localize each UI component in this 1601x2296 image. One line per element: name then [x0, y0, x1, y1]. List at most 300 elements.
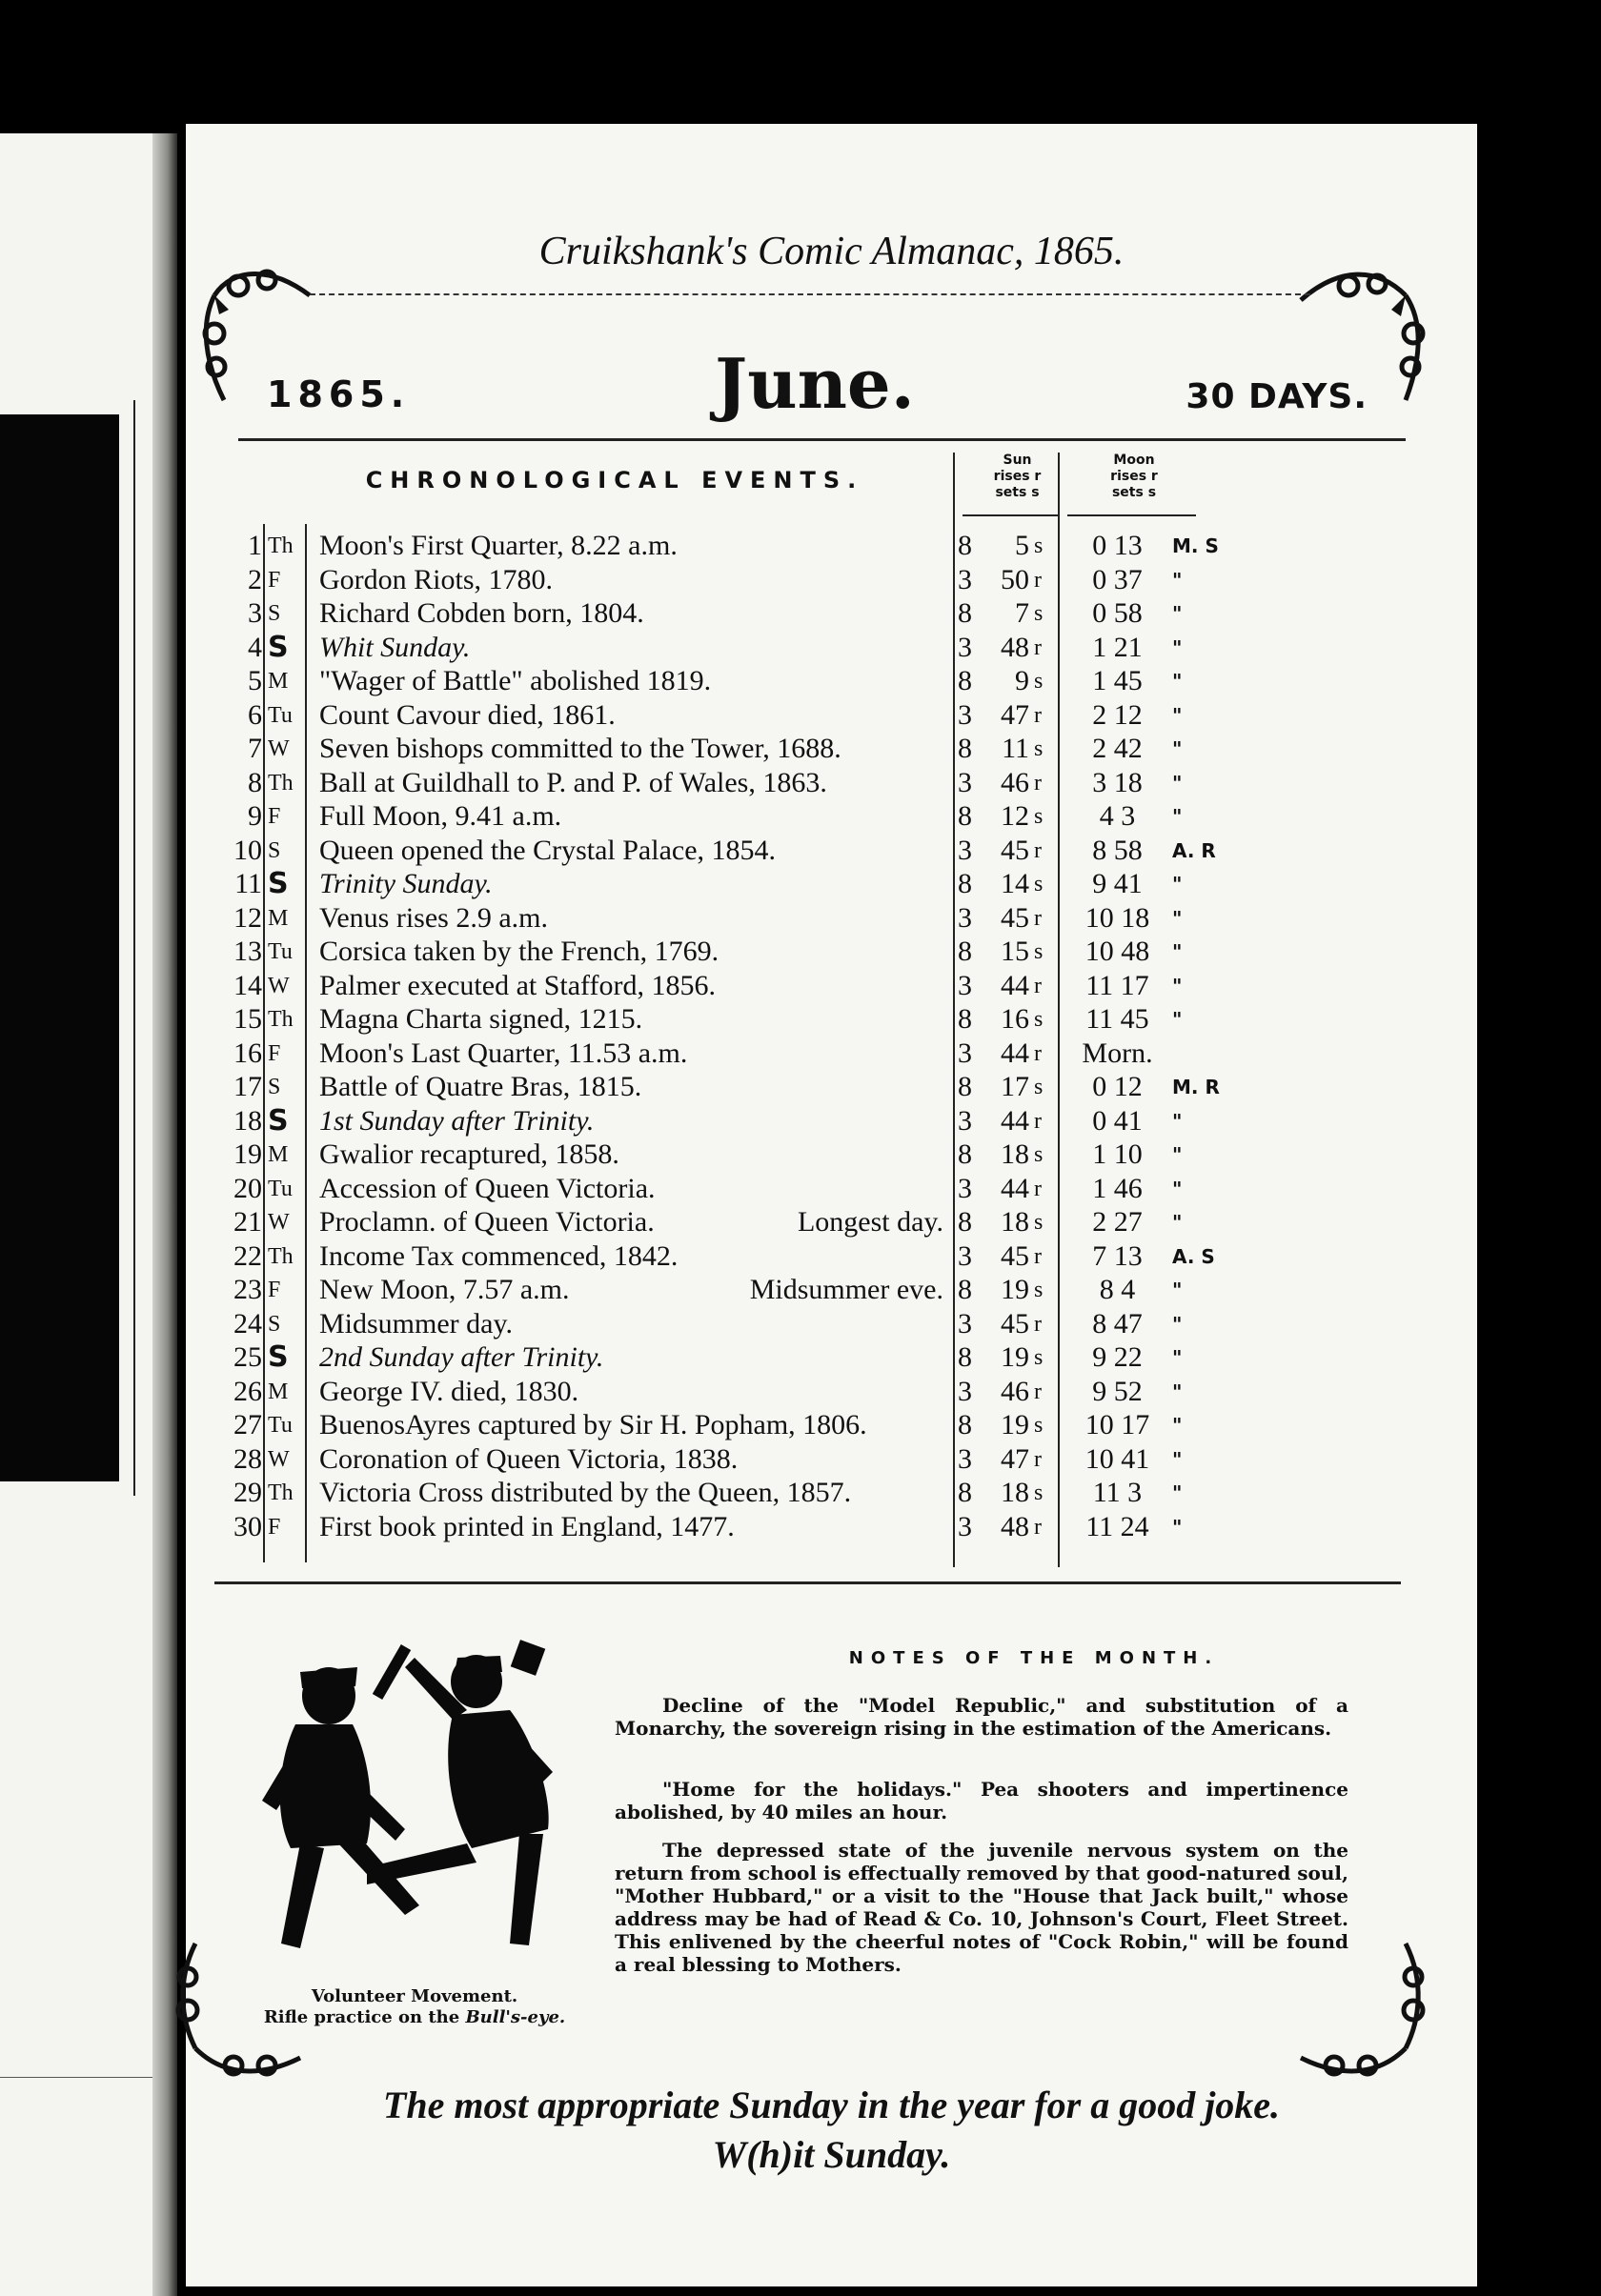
sun-flag: s — [1034, 534, 1044, 558]
moon-header-line: sets s — [1111, 485, 1157, 500]
weekday: W — [268, 973, 290, 998]
sun-flag: r — [1034, 1108, 1042, 1134]
event-text: 1st Sunday after Trinity. — [319, 1104, 595, 1137]
moon-time: 10 41 — [1084, 1442, 1150, 1475]
moon-time: 9 22 — [1092, 1341, 1143, 1373]
event-text: Richard Cobden born, 1804. — [319, 597, 644, 629]
sun-hour: 8 — [958, 1071, 972, 1102]
sun-minute: 50 — [1001, 563, 1029, 595]
moon-time: 1 21 — [1092, 631, 1143, 663]
sun-flag: s — [1034, 804, 1044, 829]
left-page-edge — [0, 133, 172, 2296]
sun-hour: 3 — [958, 631, 972, 663]
notes-title: NOTES OF THE MONTH. — [848, 1648, 1220, 1668]
sun-hour: 8 — [958, 1138, 972, 1170]
event-text: New Moon, 7.57 a.m. — [319, 1274, 570, 1305]
sun-flag: s — [1034, 1480, 1044, 1505]
moon-time: 1 45 — [1092, 665, 1143, 696]
note-paragraph: The depressed state of the juvenile nervous system on the return from school is effectually removed by that good-natured soul, "Mother Hubbard," or a visit to the "House that Jack built," whose address may be had of Read & Co. 10, Johnson's Court, Fleet Street. This enlivened by the cheerful notes of "Cock Robin," will be found a real blessing to Mothers. — [615, 1839, 1348, 1976]
sun-minute: 14 — [1001, 868, 1029, 899]
sun-flag: r — [1034, 973, 1042, 998]
moon-flag: A. S — [1172, 1244, 1215, 1268]
weekday: W — [268, 736, 290, 761]
event-note: Midsummer eve. — [749, 1274, 943, 1305]
moon-time: 0 58 — [1092, 597, 1143, 629]
moon-time: 0 12 — [1092, 1071, 1143, 1102]
sun-minute: 47 — [1001, 1442, 1029, 1475]
moon-flag: " — [1172, 906, 1183, 930]
table-row — [186, 1104, 1477, 1138]
weekday: Th — [268, 534, 294, 558]
sun-minute: 7 — [1015, 597, 1029, 629]
day-number: 7 — [248, 733, 262, 764]
weekday: Tu — [268, 939, 293, 964]
left-page-image — [0, 414, 119, 1481]
table-row — [186, 969, 1477, 1003]
weekday: S — [268, 867, 289, 900]
table-row — [186, 901, 1477, 936]
weekday: M — [268, 905, 289, 931]
sun-hour: 8 — [958, 936, 972, 967]
weekday: Tu — [268, 1413, 293, 1438]
day-number: 17 — [233, 1071, 262, 1102]
sun-flag: s — [1034, 1142, 1044, 1167]
moon-flag: " — [1172, 1177, 1183, 1200]
sun-flag: r — [1034, 567, 1042, 593]
sun-minute: 45 — [1001, 834, 1029, 866]
event-text: Income Tax commenced, 1842. — [319, 1239, 679, 1272]
sun-hour: 8 — [958, 530, 972, 561]
sun-minute: 19 — [1001, 1409, 1029, 1440]
event-text: Venus rises 2.9 a.m. — [319, 901, 548, 934]
moon-flag: " — [1172, 1447, 1183, 1471]
moon-header-line: Moon — [1113, 453, 1155, 468]
sun-hour: 8 — [958, 597, 972, 629]
event-text: Gwalior recaptured, 1858. — [319, 1138, 619, 1170]
weekday: W — [268, 1210, 290, 1235]
sun-flag: s — [1034, 601, 1044, 626]
moon-flag: " — [1172, 873, 1183, 896]
sun-hour: 3 — [958, 969, 972, 1001]
event-text: Corsica taken by the French, 1769. — [319, 936, 719, 967]
event-text: First book printed in England, 1477. — [319, 1510, 735, 1542]
day-number: 21 — [233, 1206, 262, 1238]
day-number: 30 — [233, 1510, 262, 1542]
moon-time: 11 17 — [1085, 969, 1149, 1001]
event-text: Magna Charta signed, 1215. — [319, 1003, 643, 1035]
sun-flag: r — [1034, 1176, 1042, 1201]
moon-flag: M. R — [1172, 1076, 1220, 1098]
moon-time: 4 3 — [1099, 800, 1136, 832]
illustration-caption — [243, 1986, 586, 2028]
day-number: 1 — [248, 530, 262, 561]
table-row — [186, 1408, 1477, 1442]
moon-flag: " — [1172, 1481, 1183, 1504]
table-top-rule — [238, 438, 1406, 441]
sun-flag: s — [1034, 1413, 1044, 1438]
sun-hour: 3 — [958, 766, 972, 798]
day-number: 9 — [248, 800, 262, 832]
table-row — [186, 1172, 1477, 1206]
event-text: Proclamn. of Queen Victoria. — [319, 1206, 655, 1238]
table-row — [186, 596, 1477, 631]
sun-minute: 17 — [1001, 1071, 1029, 1102]
day-number: 18 — [233, 1104, 262, 1137]
event-text: Coronation of Queen Victoria, 1838. — [319, 1442, 739, 1475]
weekday: F — [268, 804, 281, 829]
moon-time: 8 58 — [1092, 834, 1143, 866]
sun-flag: r — [1034, 770, 1042, 796]
sun-minute: 18 — [1001, 1138, 1029, 1170]
table-row — [186, 563, 1477, 597]
footer-joke-line-2: W(h)it Sunday. — [712, 2133, 951, 2176]
sun-minute: 44 — [1001, 1037, 1029, 1069]
table-row — [186, 1239, 1477, 1274]
moon-flag: " — [1172, 1109, 1183, 1133]
sun-minute: 9 — [1015, 665, 1029, 696]
note-paragraph: "Home for the holidays." Pea shooters and impertinence abolished, by 40 miles an hour. — [615, 1778, 1348, 1823]
day-number: 13 — [233, 936, 262, 967]
table-row — [186, 935, 1477, 969]
left-page-rule — [0, 2077, 167, 2078]
month-title: June. — [715, 343, 915, 424]
caption-prefix: Rifle practice on the — [263, 2007, 466, 2027]
footer-joke-line-1: The most appropriate Sunday in the year for a good joke. — [382, 2084, 1281, 2126]
sun-hour: 8 — [958, 1206, 972, 1238]
day-number: 14 — [233, 969, 262, 1001]
event-text: Battle of Quatre Bras, 1815. — [319, 1071, 642, 1102]
sun-flag: r — [1034, 634, 1042, 660]
weekday: F — [268, 1514, 281, 1540]
moon-flag: " — [1172, 737, 1183, 760]
moon-flag: M. S — [1172, 534, 1219, 557]
table-row — [186, 766, 1477, 800]
sun-hour: 3 — [958, 1307, 972, 1339]
sun-hour: 3 — [958, 1172, 972, 1204]
day-number: 4 — [248, 631, 262, 663]
header-rule — [963, 514, 1058, 516]
sun-flag: s — [1034, 1345, 1044, 1370]
event-note: Longest day. — [797, 1206, 943, 1238]
weekday: F — [268, 1040, 281, 1066]
moon-time: 11 45 — [1085, 1003, 1149, 1035]
table-row — [186, 732, 1477, 766]
event-text: Gordon Riots, 1780. — [319, 563, 554, 595]
weekday: M — [268, 1142, 289, 1167]
moon-time: 10 18 — [1084, 901, 1150, 934]
table-bottom-rule — [214, 1581, 1401, 1584]
sun-header-line: sets s — [995, 485, 1040, 500]
event-text: Queen opened the Crystal Palace, 1854. — [319, 834, 777, 866]
table-row — [186, 867, 1477, 901]
table-row — [186, 1070, 1477, 1104]
sun-hour: 3 — [958, 1442, 972, 1475]
sun-minute: 48 — [1001, 631, 1029, 663]
sun-column-header — [963, 453, 1072, 501]
sun-hour: 3 — [958, 563, 972, 595]
moon-flag: " — [1172, 1312, 1183, 1336]
moon-flag: " — [1172, 602, 1183, 625]
weekday: W — [268, 1446, 290, 1472]
day-number: 26 — [233, 1375, 262, 1407]
moon-time: 11 24 — [1085, 1510, 1149, 1542]
weekday: Tu — [268, 702, 293, 728]
caption-italic: Bull's-eye. — [465, 2007, 566, 2027]
sun-flag: s — [1034, 1075, 1044, 1099]
moon-flag: " — [1172, 1279, 1183, 1301]
sun-flag: s — [1034, 939, 1044, 964]
weekday: S — [268, 601, 281, 626]
sun-hour: 8 — [958, 868, 972, 899]
sun-hour: 8 — [958, 1274, 972, 1305]
table-row — [186, 1205, 1477, 1239]
sun-flag: s — [1034, 736, 1044, 761]
sun-minute: 45 — [1001, 1239, 1029, 1272]
table-row — [186, 1307, 1477, 1341]
sun-minute: 44 — [1001, 969, 1029, 1001]
sun-flag: s — [1034, 669, 1044, 694]
sun-minute: 18 — [1001, 1477, 1029, 1508]
year-label: 1865. — [267, 373, 411, 415]
sun-flag: r — [1034, 1379, 1042, 1404]
table-row — [186, 1002, 1477, 1037]
event-text: Moon's First Quarter, 8.22 a.m. — [319, 530, 678, 561]
moon-flag: " — [1172, 1414, 1183, 1437]
moon-time: 11 3 — [1092, 1477, 1143, 1508]
day-number: 25 — [233, 1341, 262, 1373]
weekday: Th — [268, 770, 294, 796]
event-text: Full Moon, 9.41 a.m. — [319, 800, 562, 832]
day-number: 10 — [233, 834, 262, 866]
sun-hour: 3 — [958, 901, 972, 934]
moon-flag: " — [1172, 805, 1183, 828]
sun-minute: 45 — [1001, 1307, 1029, 1339]
moon-column-header — [1072, 453, 1196, 501]
weekday: S — [268, 1340, 289, 1374]
day-number: 19 — [233, 1138, 262, 1170]
weekday: M — [268, 1379, 289, 1404]
header-rule — [1067, 514, 1196, 516]
sun-hour: 3 — [958, 1239, 972, 1272]
event-text: Count Cavour died, 1861. — [319, 698, 616, 731]
sun-minute: 11 — [1002, 733, 1029, 764]
sun-minute: 46 — [1001, 766, 1029, 798]
sun-minute: 19 — [1001, 1341, 1029, 1373]
moon-time: 0 13 — [1092, 530, 1143, 561]
moon-time: 0 41 — [1092, 1104, 1143, 1137]
sun-hour: 8 — [958, 1477, 972, 1508]
almanac-page — [186, 124, 1477, 2286]
sun-flag: s — [1034, 1210, 1044, 1235]
sun-minute: 5 — [1015, 530, 1029, 561]
moon-time: 9 41 — [1092, 868, 1143, 899]
moon-flag: " — [1172, 940, 1183, 963]
day-number: 29 — [233, 1477, 262, 1508]
moon-time: 2 12 — [1092, 698, 1143, 731]
sun-hour: 8 — [958, 1003, 972, 1035]
day-number: 27 — [233, 1409, 262, 1440]
sun-header-line: rises r — [993, 469, 1042, 484]
event-text: 2nd Sunday after Trinity. — [319, 1341, 604, 1373]
table-row — [186, 834, 1477, 868]
event-text: BuenosAyres captured by Sir H. Popham, 1806. — [319, 1409, 867, 1440]
moon-flag: " — [1172, 703, 1183, 727]
day-number: 8 — [248, 766, 262, 798]
day-number: 15 — [233, 1003, 262, 1035]
sun-minute: 18 — [1001, 1206, 1029, 1238]
event-text: Midsummer day. — [319, 1307, 514, 1339]
moon-time: 9 52 — [1092, 1375, 1143, 1407]
sun-flag: s — [1034, 1007, 1044, 1032]
weekday: Tu — [268, 1176, 293, 1201]
moon-flag: " — [1172, 1515, 1183, 1539]
moon-time: 8 4 — [1099, 1274, 1136, 1305]
sun-hour: 3 — [958, 1037, 972, 1069]
weekday: S — [268, 837, 281, 863]
moon-flag: " — [1172, 670, 1183, 693]
weekday: S — [268, 1311, 281, 1337]
sun-hour: 3 — [958, 698, 972, 731]
sun-hour: 3 — [958, 1510, 972, 1542]
day-number: 23 — [233, 1274, 262, 1305]
table-row — [186, 1340, 1477, 1375]
weekday: S — [268, 1103, 289, 1138]
moon-flag: " — [1172, 1380, 1183, 1403]
sun-minute: 45 — [1001, 901, 1029, 934]
table-row — [186, 1037, 1477, 1071]
sun-hour: 3 — [958, 1104, 972, 1137]
sun-minute: 46 — [1001, 1375, 1029, 1407]
running-title: Cruikshank's Comic Almanac, 1865. — [538, 230, 1125, 273]
moon-time: 1 10 — [1092, 1138, 1143, 1170]
sun-hour: 8 — [958, 1341, 972, 1373]
sun-minute: 48 — [1001, 1510, 1029, 1542]
event-text: Accession of Queen Victoria. — [319, 1172, 656, 1204]
sun-flag: s — [1034, 1278, 1044, 1302]
moon-time: 10 48 — [1084, 936, 1150, 967]
event-text: Seven bishops committed to the Tower, 1688. — [319, 733, 841, 764]
sun-header-line: Sun — [1003, 453, 1032, 468]
moon-flag: " — [1172, 1346, 1183, 1369]
day-number: 11 — [234, 868, 262, 899]
day-number: 12 — [233, 901, 262, 934]
table-row — [186, 1510, 1477, 1544]
event-text: Moon's Last Quarter, 11.53 a.m. — [319, 1037, 688, 1069]
table-row — [186, 1273, 1477, 1307]
moon-flag: " — [1172, 635, 1183, 659]
day-number: 6 — [248, 698, 262, 731]
moon-time: 8 47 — [1092, 1307, 1143, 1339]
sun-flag: s — [1034, 872, 1044, 896]
weekday: Th — [268, 1007, 294, 1032]
table-row — [186, 529, 1477, 563]
weekday: Th — [268, 1243, 294, 1269]
sun-flag: r — [1034, 702, 1042, 728]
moon-flag: " — [1172, 1008, 1183, 1031]
moon-flag: " — [1172, 974, 1183, 997]
moon-time: 3 18 — [1092, 766, 1143, 798]
sun-flag: r — [1034, 837, 1042, 863]
day-number: 24 — [233, 1307, 262, 1339]
moon-time: 7 13 — [1092, 1239, 1143, 1272]
moon-time: Morn. — [1082, 1037, 1153, 1069]
moon-flag: " — [1172, 771, 1183, 795]
moon-time: 2 27 — [1092, 1206, 1143, 1238]
sun-flag: r — [1034, 1514, 1042, 1540]
day-number: 2 — [248, 563, 262, 595]
table-row — [186, 631, 1477, 665]
table-row — [186, 1442, 1477, 1477]
day-number: 20 — [233, 1172, 262, 1204]
caption-line-1: Volunteer Movement. — [311, 1986, 518, 2006]
event-text: Ball at Guildhall to P. and P. of Wales, 1863. — [319, 766, 827, 798]
weekday: F — [268, 1278, 281, 1302]
sun-flag: r — [1034, 1311, 1042, 1337]
table-row — [186, 799, 1477, 834]
sun-minute: 19 — [1001, 1274, 1029, 1305]
sun-minute: 44 — [1001, 1104, 1029, 1137]
moon-flag: " — [1172, 1211, 1183, 1234]
moon-time: 1 46 — [1092, 1172, 1143, 1204]
day-number: 16 — [233, 1037, 262, 1069]
moon-time: 0 37 — [1092, 563, 1143, 595]
ornamental-rule — [310, 293, 1310, 299]
sun-hour: 8 — [958, 1409, 972, 1440]
sun-minute: 16 — [1001, 1003, 1029, 1035]
days-count: 30 DAYS. — [1186, 377, 1368, 416]
day-number: 28 — [233, 1442, 262, 1475]
sun-minute: 12 — [1001, 800, 1029, 832]
sun-minute: 15 — [1001, 936, 1029, 967]
table-row — [186, 1138, 1477, 1172]
event-text: "Wager of Battle" abolished 1819. — [319, 665, 712, 696]
moon-flag: " — [1172, 568, 1183, 592]
table-row — [186, 664, 1477, 698]
table-row — [186, 1476, 1477, 1510]
weekday: F — [268, 567, 281, 593]
event-text: George IV. died, 1830. — [319, 1375, 579, 1407]
sun-minute: 47 — [1001, 698, 1029, 731]
sun-flag: r — [1034, 1243, 1042, 1269]
sun-hour: 8 — [958, 800, 972, 832]
sun-minute: 44 — [1001, 1172, 1029, 1204]
sun-hour: 3 — [958, 1375, 972, 1407]
day-number: 22 — [233, 1239, 262, 1272]
events-column-header: CHRONOLOGICAL EVENTS. — [365, 467, 864, 493]
volunteer-movement-illustration — [224, 1629, 605, 1982]
moon-flag: " — [1172, 1143, 1183, 1166]
sun-flag: r — [1034, 905, 1042, 931]
weekday: S — [268, 1075, 281, 1099]
event-text: Trinity Sunday. — [319, 868, 493, 899]
event-text: Victoria Cross distributed by the Queen, 1857. — [319, 1477, 852, 1508]
caption-line-2 — [243, 2007, 586, 2028]
weekday: M — [268, 669, 289, 694]
moon-time: 10 17 — [1084, 1409, 1150, 1440]
weekday: Th — [268, 1480, 294, 1505]
moon-flag: A. R — [1172, 838, 1216, 862]
moon-time: 2 42 — [1092, 733, 1143, 764]
note-paragraph: Decline of the "Model Republic," and substitution of a Monarchy, the sovereign rising in the estimation of the Americans. — [615, 1694, 1348, 1740]
sun-hour: 8 — [958, 665, 972, 696]
event-text: Palmer executed at Stafford, 1856. — [319, 969, 716, 1001]
sun-hour: 8 — [958, 733, 972, 764]
sun-hour: 3 — [958, 834, 972, 866]
moon-header-line: rises r — [1110, 469, 1158, 484]
event-text: Whit Sunday. — [319, 631, 471, 663]
table-row — [186, 698, 1477, 733]
day-number: 5 — [248, 665, 262, 696]
